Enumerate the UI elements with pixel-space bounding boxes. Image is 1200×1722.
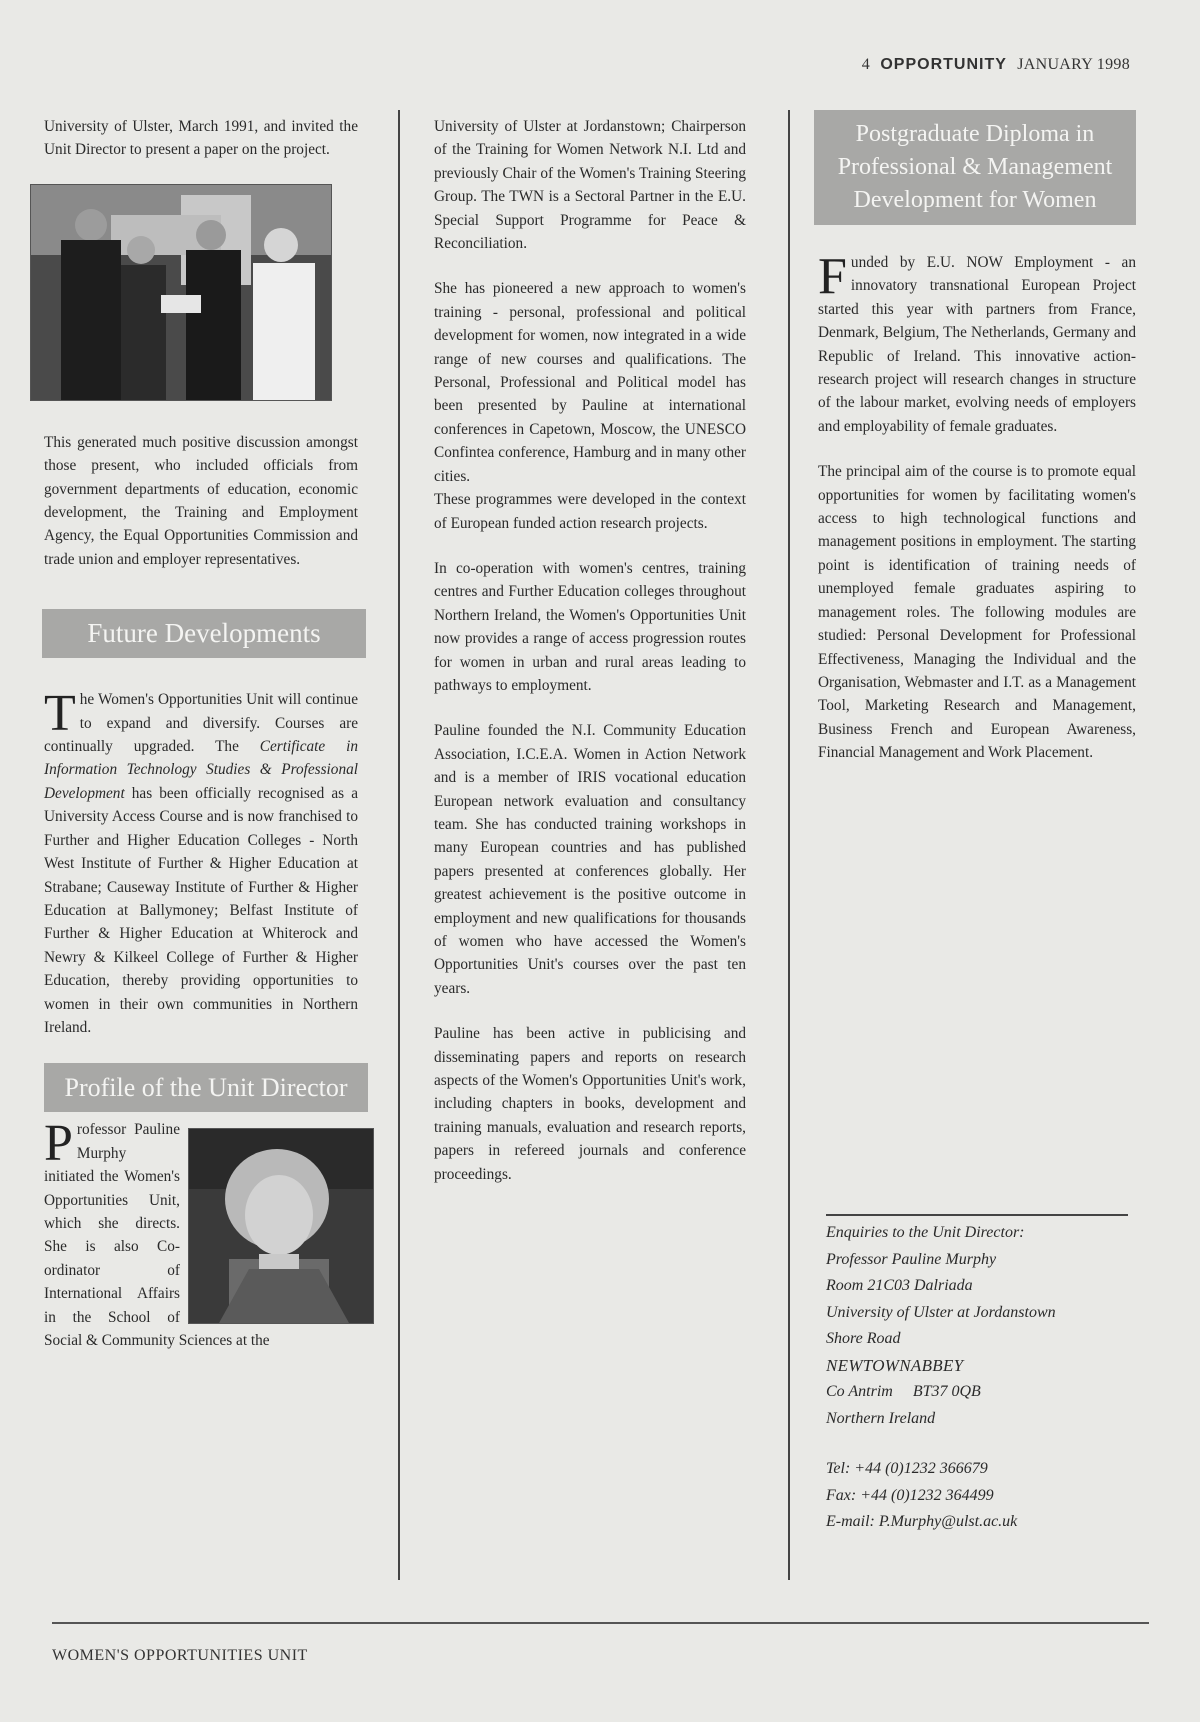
column-2 xyxy=(434,115,746,1208)
enquiries-block xyxy=(826,1220,1136,1536)
publication-name: OPPORTUNITY xyxy=(880,56,1007,73)
footer-text: WOMEN'S OPPORTUNITIES UNIT xyxy=(52,1647,308,1664)
page-header xyxy=(862,56,1130,74)
enquiries-line: Shore Road xyxy=(826,1330,901,1347)
issue-date: JANUARY 1998 xyxy=(1017,56,1130,73)
enquiries-line: University of Ulster at Jordanstown xyxy=(826,1303,1056,1321)
diploma-heading: Postgraduate Diploma in Professional & Management Development for Women xyxy=(814,110,1136,225)
footer-rule xyxy=(52,1622,1149,1624)
fax: Fax: +44 (0)1232 364499 xyxy=(826,1486,994,1504)
column-divider-2 xyxy=(788,110,790,1580)
col1-intro: University of Ulster, March 1991, and invited the Unit Director to present a paper on the project. xyxy=(44,118,358,159)
enquiries-rule xyxy=(826,1214,1128,1216)
enquiries-line: Room 21C03 Dalriada xyxy=(826,1277,973,1294)
col2-paragraph-6: Pauline has been active in publicising and disseminating papers and reports on research aspects of the Women's Opportunities Unit's work, including chapters in books, development and training manuals, evaluation and research reports, papers in refereed journals and conference proceedings. xyxy=(434,1025,746,1183)
enquiries-line: Enquiries to the Unit Director: xyxy=(826,1224,1025,1241)
col2-paragraph-3: These programmes were developed in the context of European funded action research projects. xyxy=(434,491,746,532)
profile-paragraph: Professor Pauline Murphy initiated the Women's Opportunities Unit, which she directs. She is also Co-ordinator of International Affairs in the School of Social & Community Sciences at the xyxy=(44,1115,270,1349)
col2-paragraph-2: She has pioneered a new approach to women's training - personal, professional and political development for women, now integrated in a wide range of new courses and qualifications. The Personal, Professional and Political model has been presented by Pauline at international conferences in Capetown, Moscow, the UNESCO Confintea conference, Hamburg and in many other cities. xyxy=(434,280,746,485)
col2-paragraph-1: University of Ulster at Jordanstown; Chairperson of the Training for Women Network N.I. Ltd and previously Chair of the Women's Training Steering Group. The TWN is a Sectoral Partner in the E.U. Special Support Programme for Peace & Reconciliation. xyxy=(434,118,746,253)
col1-after-photo: This generated much positive discussion amongst those present, who included officials from government departments of education, economic development, the Training and Employment Agency, the Equal Opportunities Commission and trade union and employer representatives. xyxy=(44,433,358,568)
enquiries-line: Professor Pauline Murphy xyxy=(826,1250,997,1268)
telephone: Tel: +44 (0)1232 366679 xyxy=(826,1460,988,1477)
future-dropcap: T xyxy=(44,685,76,743)
course-title: Certificate in Information Technology Studies & Professional Development xyxy=(44,738,358,802)
enquiries-line: NEWTOWNABBEY xyxy=(826,1355,964,1375)
page-number: 4 xyxy=(861,56,871,73)
group-photo-image xyxy=(31,185,331,400)
diploma-dropcap: F xyxy=(818,248,847,305)
enquiries-line: Northern Ireland xyxy=(826,1409,936,1427)
profile-heading: Profile of the Unit Director xyxy=(44,1063,368,1112)
profile-dropcap: P xyxy=(44,1115,73,1173)
col3-paragraph-1: Funded by E.U. NOW Employment - an innovatory transnational European Project started this year with partners from France, Denmark, Belgium, The Netherlands, Germany and Republic of Ireland. This innovative action-research project will research changes in structure of the labour market, evolving needs of employers and employability of female graduates. xyxy=(818,248,1136,435)
future-developments-paragraph: The Women's Opportunities Unit will continue to expand and diversify. Courses are continually upgraded. The Certificate in Information Technology Studies & Professional Development has been officially recognised as a University Access Course and is now franchised to Further and Higher Education Colleges - North West Institute of Further & Higher Education at Strabane; Causeway Institute of Further & Higher Education at Ballymoney; Belfast Institute of Further & Higher Education at Whiterock and Newry & Kilkeel College of Further & Higher Education, thereby providing opportunities to women in their own communities in Northern Ireland. xyxy=(44,685,358,1036)
future-developments-heading: Future Developments xyxy=(42,609,366,658)
col2-paragraph-4: In co-operation with women's centres, training centres and Further Education colleges throughout Northern Ireland, the Women's Opportunities Unit now provides a range of access progression routes for women in urban and rural areas leading to pathways to employment. xyxy=(434,559,746,694)
column-3 xyxy=(818,110,1136,787)
director-portrait xyxy=(188,1128,374,1324)
enquiries-line: Co Antrim BT37 0QB xyxy=(826,1383,981,1400)
group-photo xyxy=(30,184,332,401)
director-portrait-image xyxy=(189,1129,373,1323)
column-divider-1 xyxy=(398,110,400,1580)
column-1 xyxy=(44,115,358,1352)
col3-paragraph-2: The principal aim of the course is to promote equal opportunities for women by facilitating women's access to high technological functions and management positions in employment. The starting point is identification of training needs of unemployed female graduates aspiring to management roles. The following modules are studied: Personal Development for Professional Effectiveness, Managing the Individual and the Organisation, Webmaster and I.T. as a Management Tool, Marketing Research and Management, Business French and European Awareness, Financial Management and Work Placement. xyxy=(818,463,1136,762)
email: E-mail: P.Murphy@ulst.ac.uk xyxy=(826,1513,1018,1530)
col2-paragraph-5: Pauline founded the N.I. Community Education Association, I.C.E.A. Women in Action Network and is a member of IRIS vocational education European network evaluation and consultancy team. She has conducted training workshops in many European countries and has published papers presented at conferences globally. Her greatest achievement is the positive outcome in employment and new qualifications for thousands of women who have accessed the Women's Opportunities Unit's courses over the past ten years. xyxy=(434,722,746,997)
